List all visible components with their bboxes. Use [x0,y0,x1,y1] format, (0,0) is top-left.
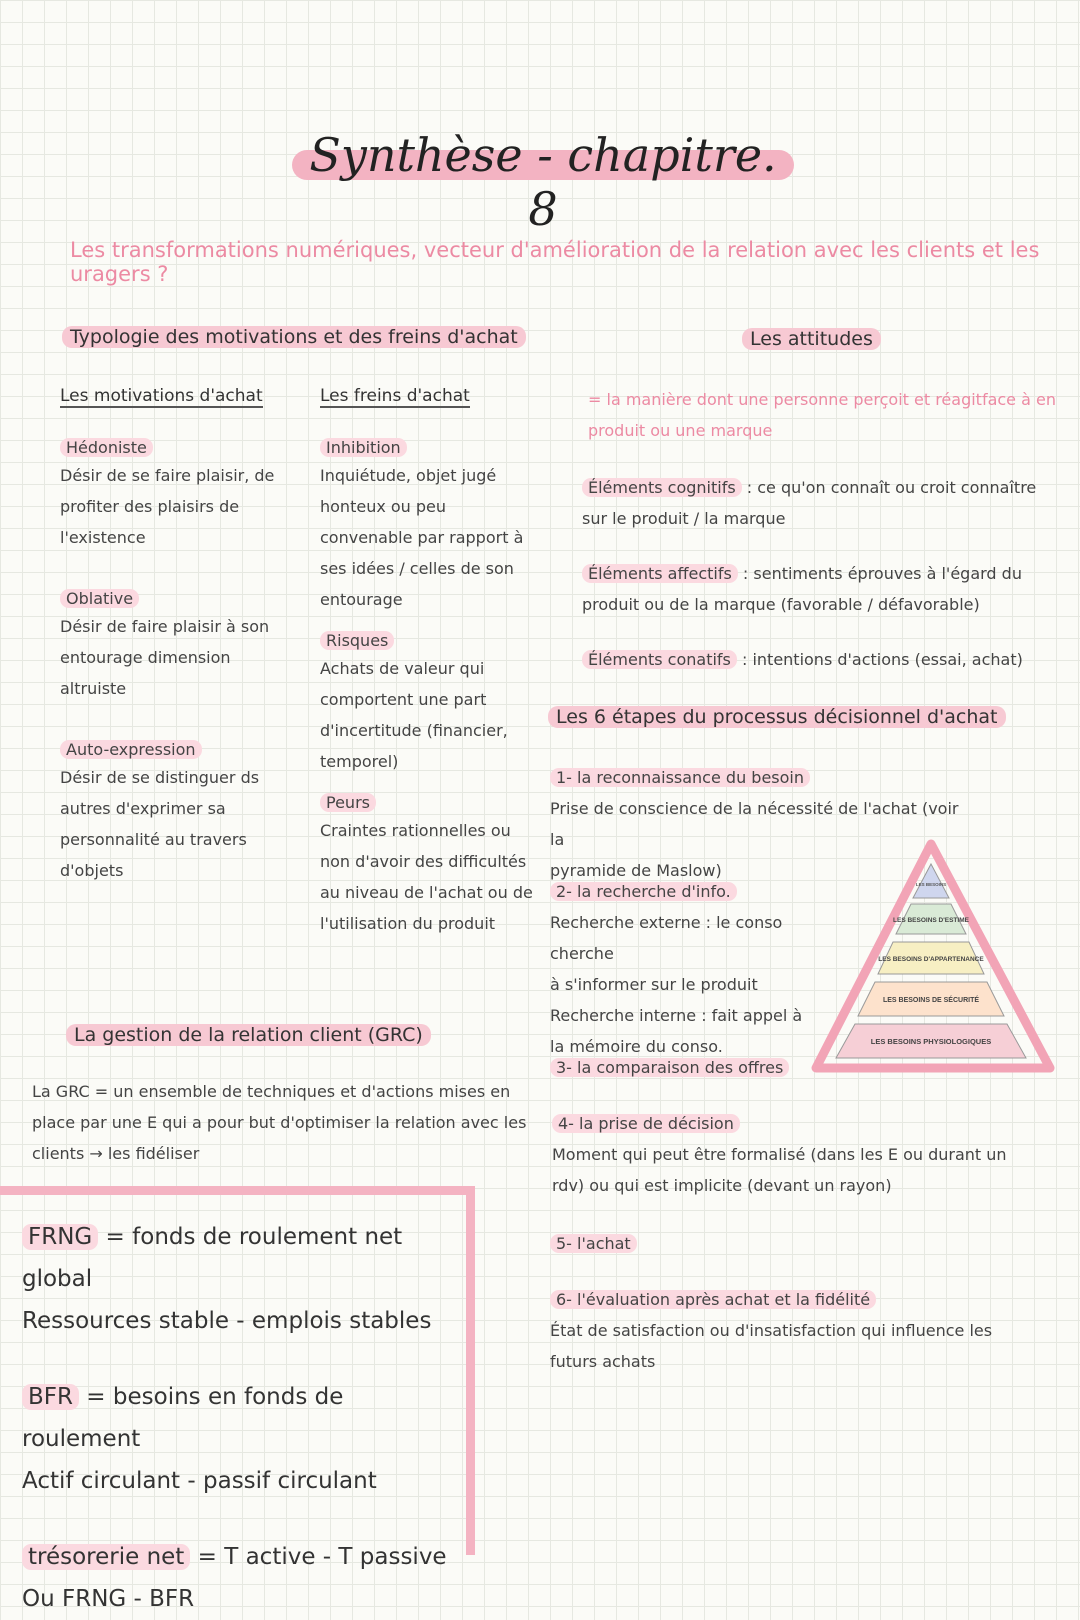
finance-content [22,1216,452,1620]
step-line: Recherche externe : le conso cherche [550,913,783,963]
frein-line: d'incertitude (financier, [320,721,508,740]
frng-formula: Ressources stable - emplois stables [22,1308,432,1334]
motivation-auto-expression [60,738,305,886]
pyramid-label: LES BESOINS DE SÉCURITÉ [882,997,980,1004]
freins-heading: Les freins d'achat [320,386,470,406]
frng-definition: = fonds de roulement net global [22,1224,403,1292]
element-cognitif [582,472,1062,534]
element-text: : intentions d'actions (essai, achat) [736,650,1023,669]
frein-line: comportent une part [320,690,487,709]
bfr-formula: Actif circulant - passif circulant [22,1468,377,1494]
title-block [292,128,794,236]
element-affectif [582,558,1062,620]
frein-label: Peurs [320,793,376,812]
step-line: pyramide de Maslow) [550,861,722,880]
pyramid-label: LES BESOINS D'APPARTENANCE [878,956,984,963]
motivation-line: l'existence [60,528,146,547]
motivation-line: personnalité au travers [60,830,247,849]
bfr-definition: = besoins en fonds de roulement [22,1384,344,1452]
step-label: 6- l'évaluation après achat et la fidélité [550,1290,876,1309]
step-label: 3- la comparaison des offres [550,1058,789,1077]
element-text: : ce qu'on connaît ou croit connaître [741,478,1037,497]
step-label: 5- l'achat [550,1234,637,1253]
frein-line: Inquiétude, objet jugé [320,466,497,485]
motivation-line: Désir de faire plaisir à son [60,617,270,636]
frng-label: FRNG [22,1224,98,1250]
frein-peurs [320,791,535,939]
grc-line: place par une E qui a pour but d'optimiser la relation avec les [32,1113,527,1132]
frein-label: Inhibition [320,438,407,457]
motivations-column [60,386,305,886]
pyramid-label: LES BESOINS [915,882,947,887]
grc-definition [32,1076,532,1169]
frein-label: Risques [320,631,394,650]
page-title: Synthèse - chapitre. 8 [309,128,777,236]
grc-line: La GRC = un ensemble de techniques et d'actions mises en [32,1082,511,1101]
element-text2: sur le produit / la marque [582,509,786,528]
pyramid-label: LES BESOINS PHYSIOLOGIQUES [870,1037,992,1046]
motivation-line: Désir de se distinguer ds [60,768,260,787]
step-5 [550,1228,750,1259]
element-label: Éléments cognitifs [582,478,742,497]
treso-label: trésorerie net [22,1544,190,1570]
typologie-heading: Typologie des motivations et des freins d'achat [62,326,526,348]
frein-line: non d'avoir des difficultés [320,852,527,871]
motivation-label: Auto-expression [60,740,202,759]
step-line: futurs achats [550,1352,656,1371]
step-label: 2- la recherche d'info. [550,882,737,901]
element-conatif [582,644,1062,675]
step-line: à s'informer sur le produit [550,975,758,994]
step-line: État de satisfaction ou d'insatisfaction qui influence les [550,1321,993,1340]
attitudes-elements [582,472,1062,675]
treso-definition: = T active - T passive [190,1544,447,1570]
definition-line: produit ou une marque [588,421,773,440]
motivation-line: autres d'exprimer sa [60,799,226,818]
frein-line: au niveau de l'achat ou de [320,883,533,902]
motivations-heading: Les motivations d'achat [60,386,263,406]
frein-line: convenable par rapport à [320,528,524,547]
motivation-line: Désir de se faire plaisir, de [60,466,275,485]
element-text: : sentiments éprouves à l'égard du [737,564,1022,583]
element-label: Éléments affectifs [582,564,738,583]
element-text2: produit ou de la marque (favorable / défavorable) [582,595,980,614]
step-label: 4- la prise de décision [552,1114,740,1133]
step-4 [552,1108,1012,1201]
frein-line: entourage [320,590,403,609]
step-label: 1- la reconnaissance du besoin [550,768,810,787]
step-2 [550,876,840,1062]
motivation-oblative [60,587,305,704]
processus-heading: Les 6 étapes du processus décisionnel d'achat [548,706,1006,728]
motivation-hedoniste [60,436,305,553]
frein-line: Achats de valeur qui [320,659,485,678]
grc-line: clients → les fidéliser [32,1144,200,1163]
step-line: rdv) ou qui est implicite (devant un rayon) [552,1176,892,1195]
motivation-line: altruiste [60,679,127,698]
definition-line: = la manière dont une personne perçoit et réagitface à en [588,390,1056,409]
step-line: Recherche interne : fait appel à [550,1006,803,1025]
motivation-line: profiter des plaisirs de [60,497,240,516]
motivation-line: d'objets [60,861,124,880]
step-line: Prise de conscience de la nécessité de l'achat (voir la [550,799,959,849]
element-label: Éléments conatifs [582,650,737,669]
frein-inhibition [320,436,535,615]
motivation-label: Hédoniste [60,438,153,457]
bfr-line [22,1376,452,1460]
bfr-label: BFR [22,1384,79,1410]
frein-line: l'utilisation du produit [320,914,496,933]
grc-heading: La gestion de la relation client (GRC) [66,1024,431,1046]
step-6 [550,1284,1010,1377]
freins-column [320,386,535,939]
frng-line [22,1216,452,1300]
maslow-pyramid [808,836,1060,1078]
attitudes-definition [588,384,1058,446]
step-3 [550,1052,840,1083]
chapter-question: Les transformations numériques, vecteur d'amélioration de la relation avec les clients et les uragers ? [70,238,1040,286]
frein-risques [320,629,535,777]
motivation-label: Oblative [60,589,139,608]
frein-line: honteux ou peu [320,497,447,516]
treso-line [22,1536,452,1578]
attitudes-heading: Les attitudes [742,328,881,350]
frein-line: temporel) [320,752,399,771]
step-line: la mémoire du conso. [550,1037,723,1056]
step-line: Moment qui peut être formalisé (dans les E ou durant un [552,1145,1007,1164]
pyramid-label: LES BESOINS D'ESTIME [893,917,969,924]
motivation-line: entourage dimension [60,648,231,667]
treso-formula: Ou FRNG - BFR [22,1586,195,1612]
step-1 [550,762,850,793]
frein-line: Craintes rationnelles ou [320,821,511,840]
frein-line: ses idées / celles de son [320,559,514,578]
